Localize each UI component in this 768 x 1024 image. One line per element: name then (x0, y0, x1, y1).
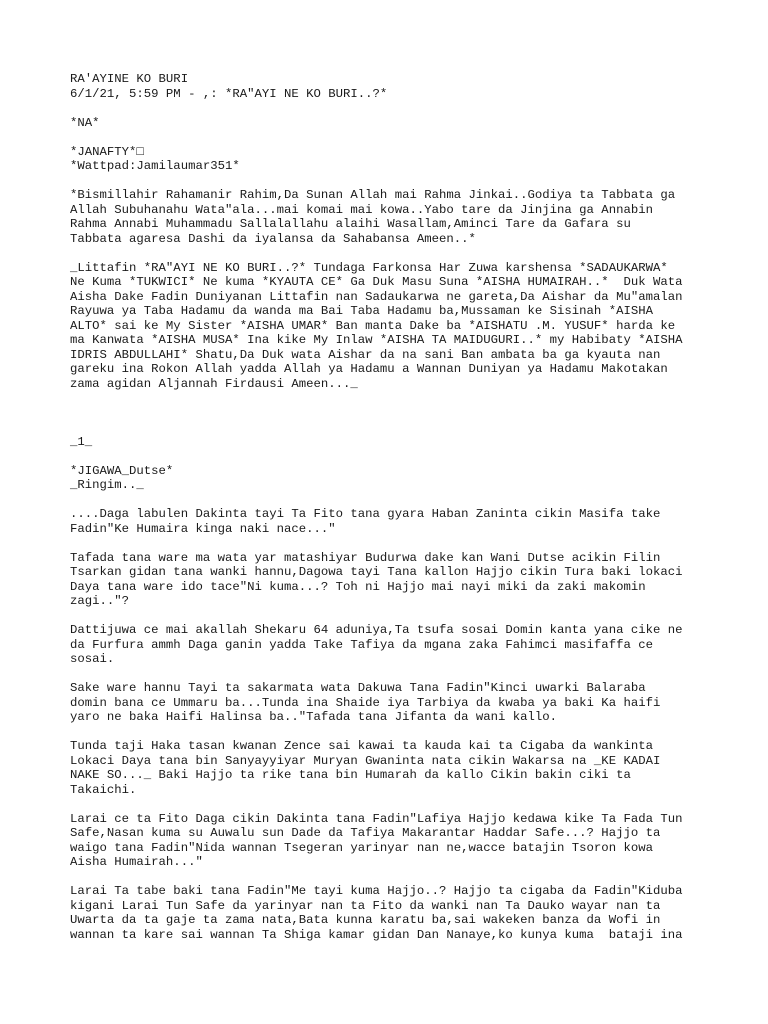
paragraph (70, 812, 710, 870)
paragraph (70, 188, 710, 246)
text-line: *Wattpad:Jamilaumar351* (70, 159, 240, 173)
paragraph-gap (70, 609, 710, 624)
text-line: RA'AYINE KO BURI (70, 72, 189, 86)
document-page (70, 72, 710, 942)
text-line: Rayuwa ya Taba Hadamu da wanda ma Bai Taba Hadamu ba,Mussaman ke Sisinah *AISHA (70, 304, 653, 318)
paragraph (70, 884, 710, 942)
text-line: Tafada tana ware ma wata yar matashiyar Budurwa dake kan Wani Dutse acikin Filin (70, 550, 661, 565)
paragraph-gap (70, 174, 710, 189)
text-line: ....Daga labulen Dakinta tayi Ta Fito tana gyara Haban Zaninta cikin Masifa take (70, 507, 661, 521)
text-line: Aisha Dake Fadin Duniyanan Littafin nan Sadaukarwa ne gareta,Da Aishar da Mu"amalan (70, 289, 683, 304)
text-line: zama agidan Aljannah Firdausi Ameen..._ (70, 376, 358, 391)
text-line: NAKE SO..._ Baki Hajjo ta rike tana bin Humarah da kallo Cikin bakin ciki ta (70, 768, 631, 782)
paragraph (70, 551, 710, 609)
text-line: _1_ (70, 434, 93, 449)
text-line: *JIGAWA_Dutse* (70, 463, 174, 478)
text-line: *Bismillahir Rahamanir Rahim,Da Sunan Allah mai Rahma Jinkai..Godiya ta Tabbata ga (70, 188, 676, 202)
text-line: Safe,Nasan kuma su Auwalu sun Dade da Tafiya Makarantar Haddar Safe...? Hajjo ta (70, 826, 661, 840)
text-line: da Furfura ammh Daga ganin yadda Take Tafiya da mgana zaka Fahimci masifaffa ce (70, 637, 653, 652)
text-line: wannan ta kare sai wannan Ta Shiga kamar gidan Dan Nanaye,ko kunya kuma bataji ina (70, 927, 683, 942)
paragraph-gap (70, 536, 710, 551)
paragraph-gap (70, 725, 710, 740)
text-line: Lokaci Daya tana bin Sanyayyiyar Muryan Gwaninta nata cikin Wakarsa na _KE KADAI (70, 753, 661, 768)
paragraph-gap (70, 130, 710, 145)
text-line: _Ringim.._ (70, 478, 144, 492)
text-line: Tunda taji Haka tasan kwanan Zence sai kawai ta kauda kai ta Cigaba da wankinta (70, 739, 653, 753)
text-line: Fadin"Ke Humaira kinga naki nace..." (70, 521, 336, 536)
text-line: yaro ne baka Haifi Halinsa ba.."Tafada tana Jifanta da wani kallo. (70, 710, 558, 724)
paragraph-gap (70, 449, 710, 464)
text-line: Tsarkan gidan tana wanki hannu,Dagowa tayi Tana kallon Hajjo cikin Tura baki lokaci (70, 565, 683, 579)
text-line: ma Kanwata *AISHA MUSA* Ina kike My Inlaw *AISHA TA MAIDUGURI..* my Habibaty *AISHA (70, 333, 683, 347)
text-line: *NA* (70, 115, 100, 130)
text-line: 6/1/21, 5:59 PM - ,: *RA"AYI NE KO BURI..?* (70, 86, 388, 101)
paragraph-gap (70, 101, 710, 116)
text-line: *JANAFTY*□ (70, 144, 144, 159)
text-line: Larai ce ta Fito Daga cikin Dakinta tana Fadin"Lafiya Hajjo kedawa kike Ta Fada Tun (70, 811, 683, 826)
text-line: Allah Subuhanahu Wata"ala...mai komai mai kowa..Yabo tare da Jinjina ga Annabin (70, 202, 653, 217)
text-line: Ne Kuma *TUKWICI* Ne kuma *KYAUTA CE* Ga Duk Masu Suna *AISHA HUMAIRAH..* Duk Wata (70, 275, 683, 289)
spacer (70, 406, 710, 421)
text-line: Larai Ta tabe baki tana Fadin"Me tayi kuma Hajjo..? Hajjo ta cigaba da Fadin"Kiduba (70, 884, 683, 898)
paragraph-gap (70, 493, 710, 508)
paragraph (70, 623, 710, 667)
paragraph-gap (70, 870, 710, 885)
paragraph (70, 145, 710, 174)
paragraph-gap (70, 667, 710, 682)
text-line: IDRIS ABDULLAHI* Shatu,Da Duk wata Aishar da na sani Ban ambata ba ga kyauta nan (70, 347, 661, 362)
text-line: Dattijuwa ce mai akallah Shekaru 64 aduniya,Ta tsufa sosai Domin kanta yana cike ne (70, 623, 683, 637)
text-line: domin bana ce Ummaru ba...Tunda ina Shaide iya Tarbiya da kwaba ya baki Ka haifi (70, 695, 661, 710)
text-line: Aisha Humairah..." (70, 855, 203, 869)
text-line: kigani Larai Tun Safe da yarinyar nan ta Fito da wanki nan Ta Dauko wayar nan ta (70, 898, 661, 913)
text-line: _Littafin *RA"AYI NE KO BURI..?* Tundaga Farkonsa Har Zuwa karshensa *SADAUKARWA* (70, 260, 668, 275)
text-line: gareku ina Rokon Allah yadda Allah ya Hadamu a Wannan Duniyan ya Hadamu Makotakan (70, 362, 668, 376)
paragraph (70, 116, 710, 131)
text-line: Daya tana ware ido tace"Ni kuma...? Toh ni Hajjo mai nayi miki da zaki makomin (70, 579, 646, 594)
paragraph (70, 739, 710, 797)
paragraph (70, 507, 710, 536)
paragraph (70, 261, 710, 392)
paragraph-gap (70, 391, 710, 406)
paragraph (70, 72, 710, 101)
text-line: ALTO* sai ke My Sister *AISHA UMAR* Ban manta Dake ba *AISHATU .M. YUSUF* harda ke (70, 318, 676, 333)
text-line: Rahma Annabi Muhammadu Sallalallahu alaihi Wasallam,Aminci Tare da Gafara su (70, 217, 631, 231)
text-line: waigo tana Fadin"Nida wannan Tsegeran yarinyar nan ne,wacce batajin Tsoron kowa (70, 840, 653, 855)
paragraph-gap (70, 420, 710, 435)
paragraph (70, 681, 710, 725)
text-line: Uwarta da ta gaje ta zama nata,Bata kunna karatu ba,sai wakeken banza da Wofi in (70, 913, 661, 927)
paragraph (70, 406, 710, 421)
paragraph (70, 464, 710, 493)
paragraph (70, 435, 710, 450)
paragraph-gap (70, 246, 710, 261)
text-line: zagi.."? (70, 594, 130, 608)
paragraph-gap (70, 797, 710, 812)
text-line: Takaichi. (70, 782, 137, 797)
text-line: sosai. (70, 652, 115, 666)
text-line: Sake ware hannu Tayi ta sakarmata wata Dakuwa Tana Fadin"Kinci uwarki Balaraba (70, 681, 646, 695)
text-line: Tabbata agaresa Dashi da iyalansa da Sahabansa Ameen..* (70, 231, 476, 246)
